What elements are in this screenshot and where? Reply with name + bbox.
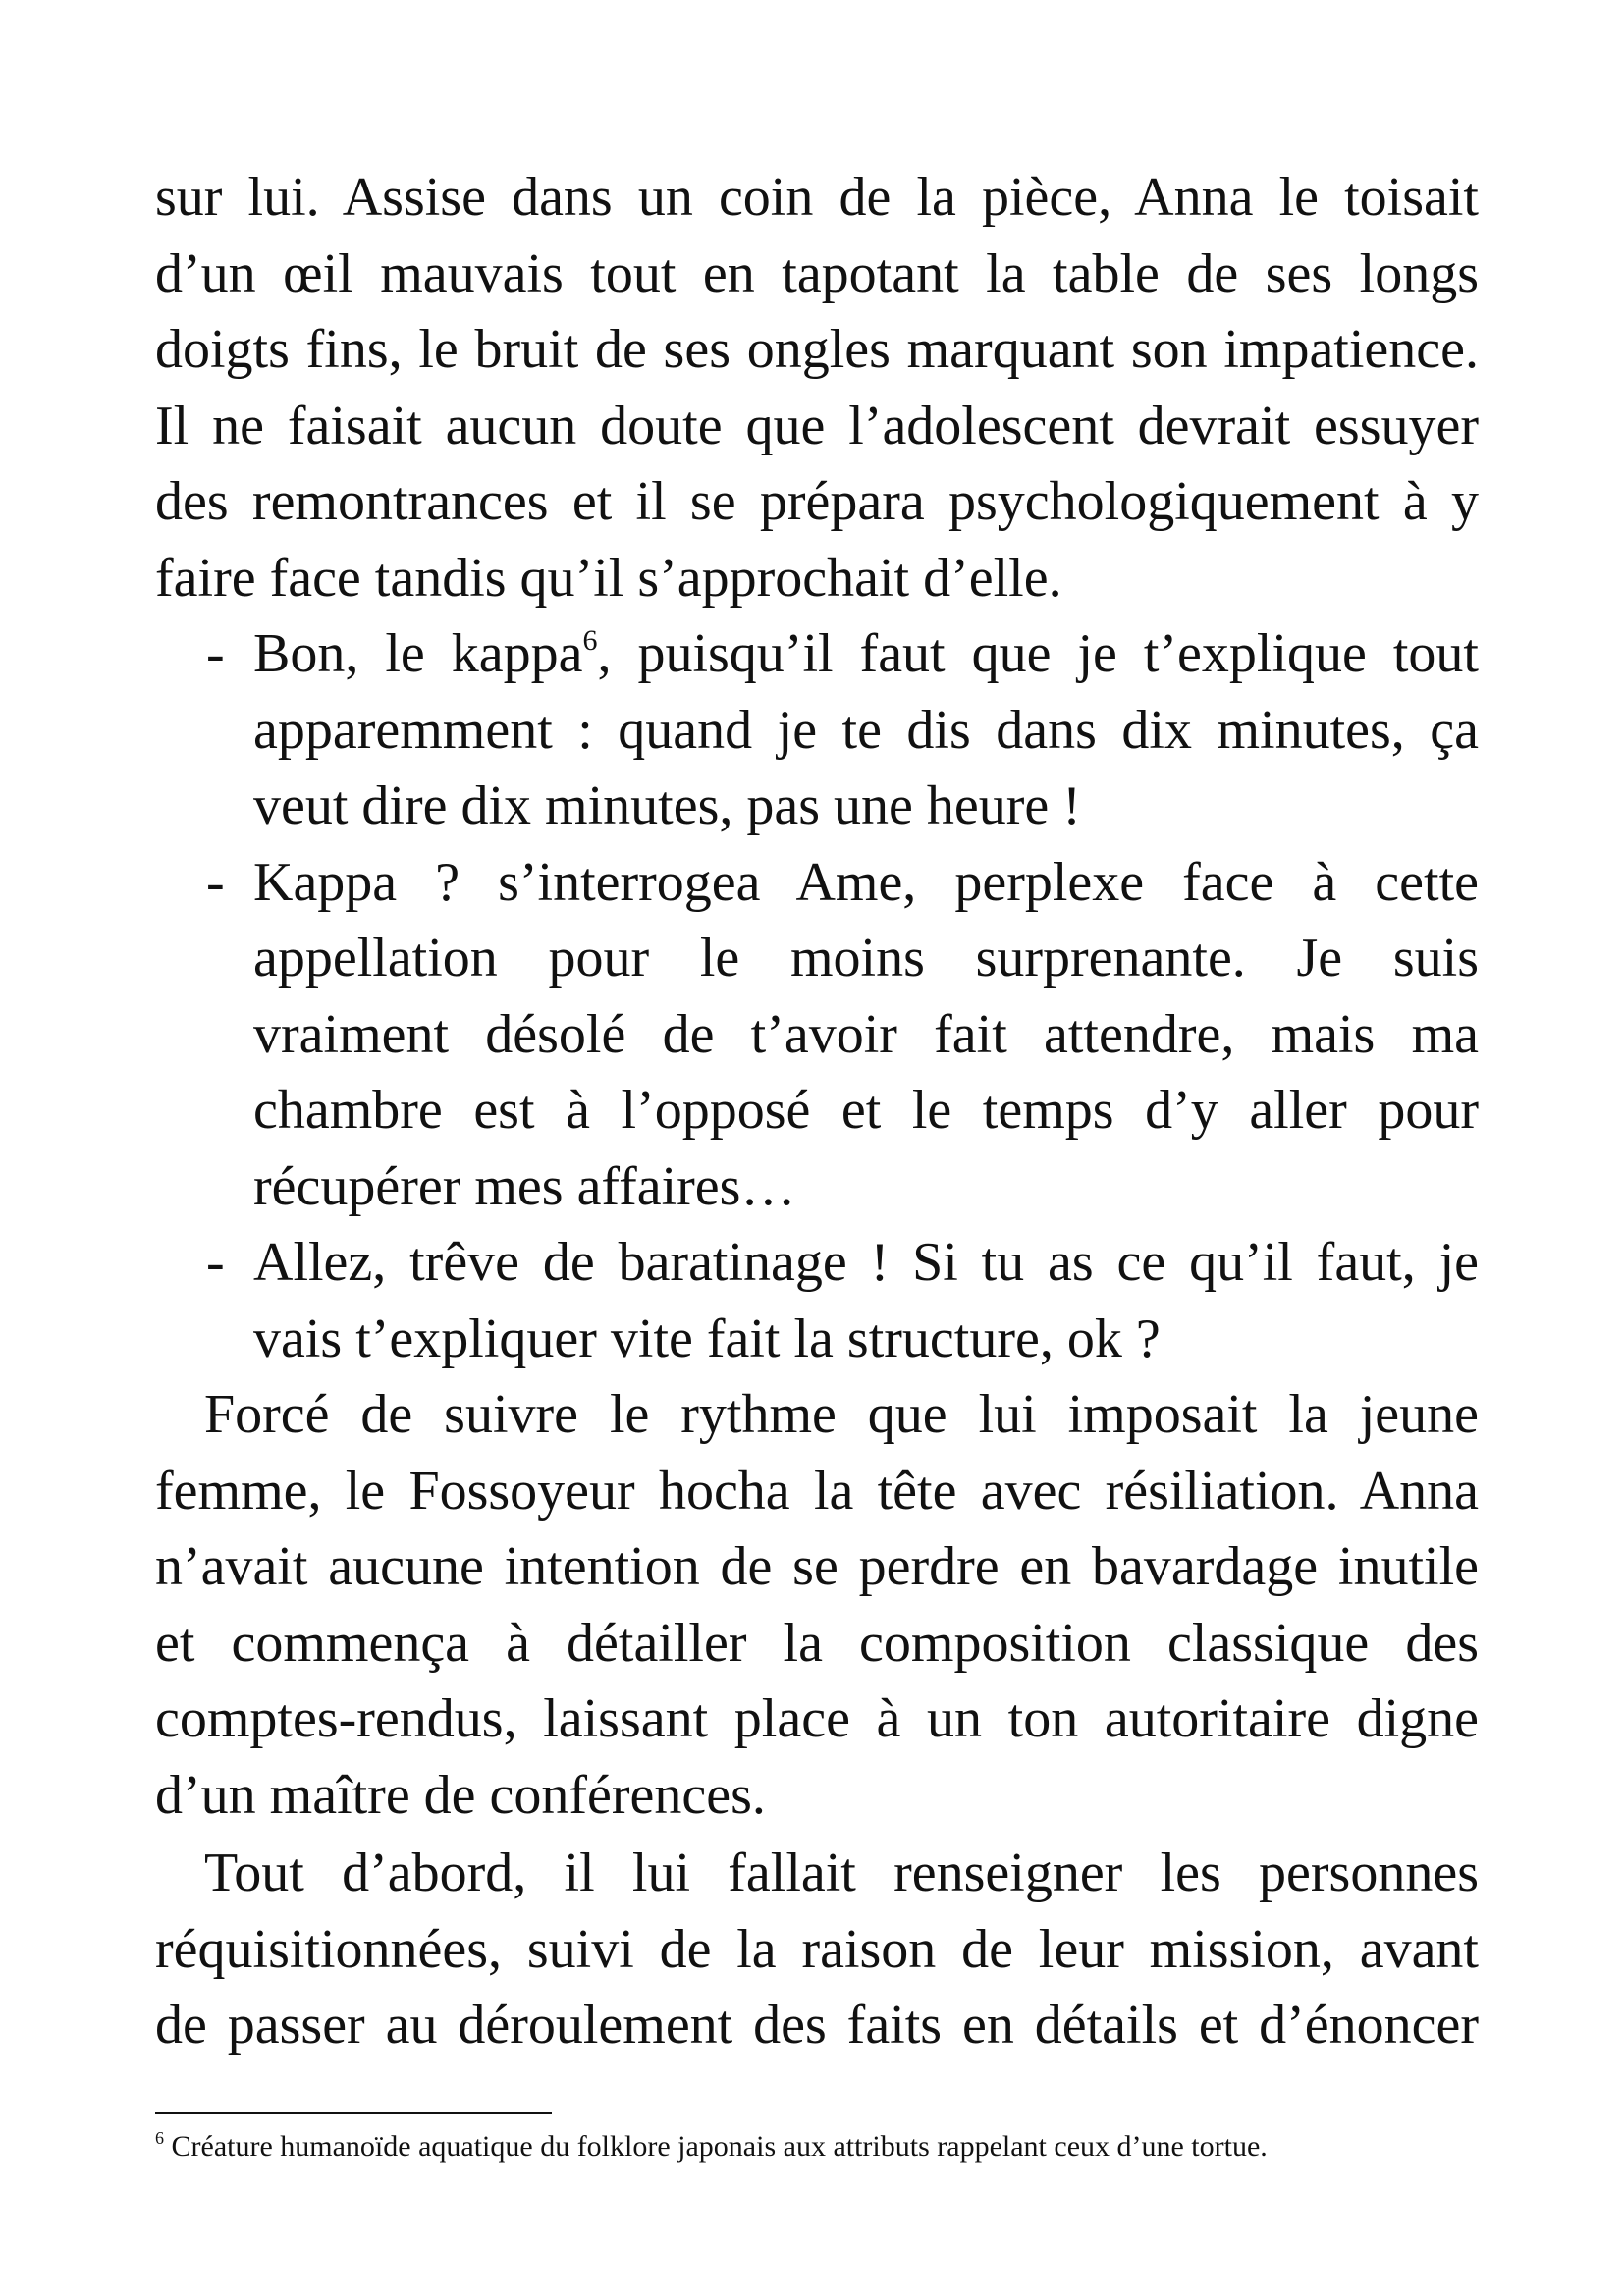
text-segment: , puisqu’il faut que je t’explique tout bbox=[597, 623, 1479, 684]
text-line: sur lui. Assise dans un coin de la pièce, Anna le toisait bbox=[155, 167, 1479, 228]
text-segment: Kappa ? s’interrogea Ame, perplexe face à cette bbox=[253, 851, 1479, 913]
text-segment: Bon, le kappa bbox=[253, 623, 583, 684]
paragraph-1 bbox=[155, 160, 1479, 616]
text-line: faire face tandis qu’il s’approchait d’elle. bbox=[155, 547, 1062, 609]
page-body bbox=[155, 160, 1479, 2064]
dialogue-line-3 bbox=[155, 1225, 1479, 1377]
text-line bbox=[155, 1225, 1479, 1302]
dialogue-line-2 bbox=[155, 845, 1479, 1226]
text-line: doigts fins, le bruit de ses ongles marquant son impatience. bbox=[155, 319, 1479, 380]
text-line: n’avait aucune intention de se perdre en bavardage inutile bbox=[155, 1536, 1479, 1597]
footnote-separator bbox=[155, 2112, 552, 2114]
text-line: chambre est à l’opposé et le temps d’y aller pour bbox=[253, 1080, 1479, 1141]
footnote-reference[interactable]: 6 bbox=[582, 624, 598, 657]
text-line: d’un maître de conférences. bbox=[155, 1764, 766, 1826]
dialogue-dash: - bbox=[206, 623, 225, 684]
dialogue-dash: - bbox=[206, 1232, 225, 1293]
text-line: des remontrances et il se prépara psychologiquement à y bbox=[155, 471, 1479, 532]
footnote bbox=[155, 2129, 1479, 2164]
text-line: vraiment désolé de t’avoir fait attendre, mais ma bbox=[253, 1003, 1479, 1065]
text-line: Forcé de suivre le rythme que lui imposait la jeune bbox=[204, 1384, 1479, 1445]
text-segment: Allez, trêve de baratinage ! Si tu as ce qu’il faut, je bbox=[253, 1232, 1479, 1293]
paragraph-3 bbox=[155, 1836, 1479, 2064]
text-line bbox=[155, 616, 1479, 693]
text-line: femme, le Fossoyeur hocha la tête avec résiliation. Anna bbox=[155, 1460, 1479, 1522]
text-line: comptes-rendus, laissant place à un ton autoritaire digne bbox=[155, 1688, 1479, 1749]
text-line: appellation pour le moins surprenante. Je suis bbox=[253, 928, 1479, 988]
text-line: d’un œil mauvais tout en tapotant la table de ses longs bbox=[155, 242, 1479, 304]
text-line: et commença à détailler la composition classique des bbox=[155, 1612, 1479, 1674]
text-line: de passer au déroulement des faits en détails et d’énoncer bbox=[155, 1995, 1479, 2056]
text-line: apparemment : quand je te dis dans dix minutes, ça bbox=[253, 699, 1479, 761]
paragraph-2 bbox=[155, 1377, 1479, 1834]
text-line: récupérer mes affaires… bbox=[253, 1155, 796, 1217]
text-line: veut dire dix minutes, pas une heure ! bbox=[253, 775, 1081, 836]
text-line: Tout d’abord, il lui fallait renseigner les personnes bbox=[204, 1842, 1479, 1903]
text-line: réquisitionnées, suivi de la raison de leur mission, avant bbox=[155, 1918, 1479, 1980]
text-line: Il ne faisait aucun doute que l’adolescent devrait essuyer bbox=[155, 395, 1479, 456]
footnote-text: Créature humanoïde aquatique du folklore japonais aux attributs rappelant ceux d’une tortue. bbox=[164, 2130, 1268, 2163]
dialogue-line-1 bbox=[155, 616, 1479, 845]
footnote-number: 6 bbox=[155, 2128, 164, 2148]
text-line: vais t’expliquer vite fait la structure, ok ? bbox=[253, 1308, 1161, 1369]
dialogue-dash: - bbox=[206, 851, 225, 913]
text-line bbox=[155, 845, 1479, 922]
